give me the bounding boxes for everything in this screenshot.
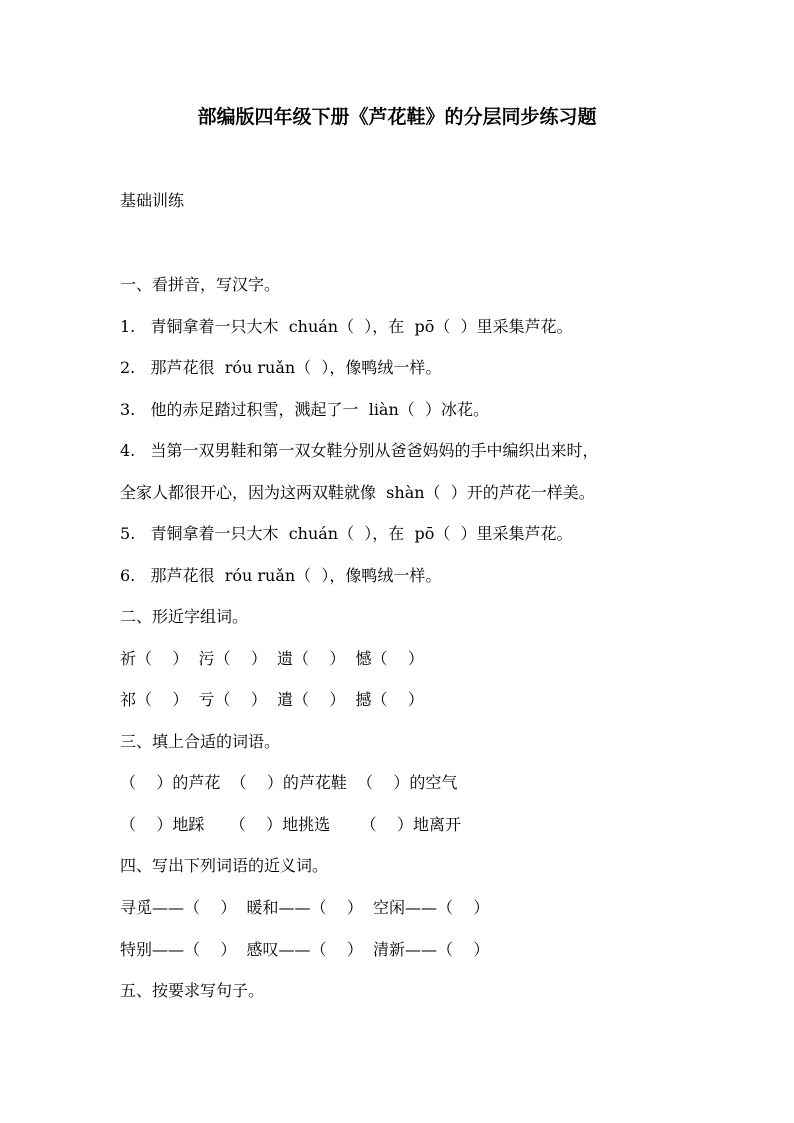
question-6: 6. 那芦花很 róu ruǎn（ ），像鸭绒一样。: [120, 566, 442, 585]
section-3-heading: 三、填上合适的词语。: [120, 732, 281, 751]
section-2-heading: 二、形近字组词。: [120, 607, 249, 626]
section-5-heading: 五、按要求写句子。: [120, 981, 265, 1000]
page-title: 部编版四年级下册《芦花鞋》的分层同步练习题: [197, 106, 597, 128]
synonyms-row-1: 寻觅——（ ） 暖和——（ ） 空闲——（ ）: [120, 898, 490, 917]
section-1-heading: 一、看拼音，写汉字。: [120, 275, 281, 294]
section-4-heading: 四、写出下列词语的近义词。: [120, 856, 329, 875]
section-subtitle: 基础训练: [120, 191, 185, 210]
similar-chars-row-2: 祁（ ） 亏（ ） 遣（ ） 撼（ ）: [120, 690, 424, 709]
question-5: 5. 青铜拿着一只大木 chuán（ ），在 pō（ ）里采集芦花。: [120, 524, 573, 543]
question-3: 3. 他的赤足踏过积雪，溅起了一 liàn（ ）冰花。: [120, 400, 489, 419]
fill-words-row-1: （ ）的芦花 （ ）的芦花鞋 （ ）的空气: [120, 773, 458, 792]
question-4-line-2: 全家人都很开心，因为这两双鞋就像 shàn（ ）开的芦花一样美。: [120, 483, 595, 502]
similar-chars-row-1: 祈（ ） 污（ ） 遗（ ） 憾（ ）: [120, 649, 424, 668]
question-2: 2. 那芦花很 róu ruǎn（ ），像鸭绒一样。: [120, 358, 442, 377]
question-1: 1. 青铜拿着一只大木 chuán（ ），在 pō（ ）里采集芦花。: [120, 317, 573, 336]
fill-words-row-2: （ ）地踩 （ ）地挑选 （ ）地离开: [120, 815, 461, 834]
synonyms-row-2: 特别——（ ） 感叹——（ ） 清新——（ ）: [120, 940, 490, 959]
question-4-line-1: 4. 当第一双男鞋和第一双女鞋分别从爸爸妈妈的手中编织出来时，: [120, 441, 599, 460]
